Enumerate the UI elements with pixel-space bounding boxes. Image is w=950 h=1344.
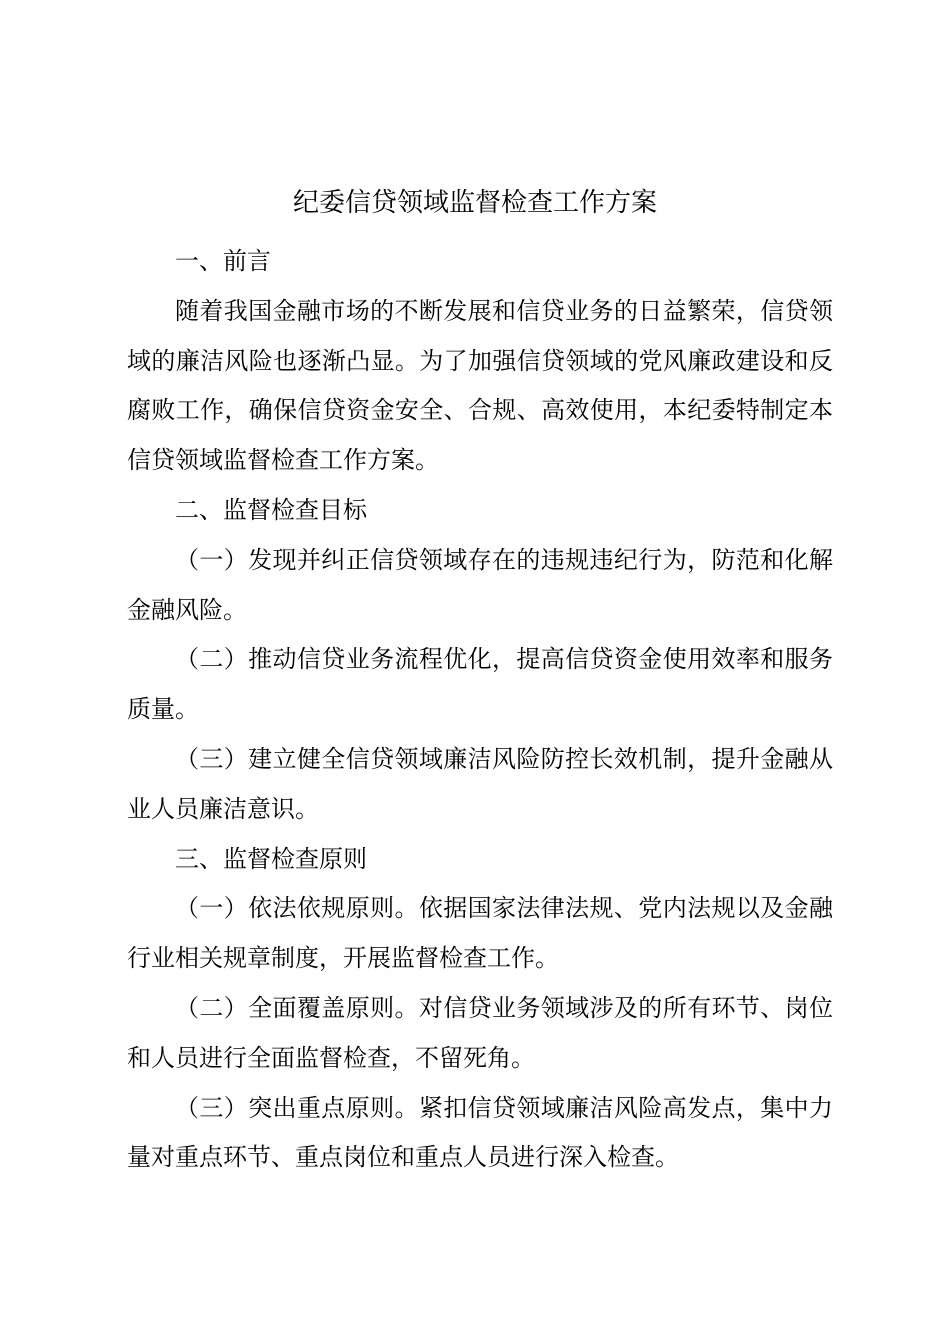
principle-item-2: （二）全面覆盖原则。对信贷业务领域涉及的所有环节、岗位和人员进行全面监督检查，不留死角。 — [127, 993, 833, 1072]
objective-item-1: （一）发现并纠正信贷领域存在的违规违纪行为，防范和化解金融风险。 — [127, 545, 833, 624]
principle-item-3: （三）突出重点原则。紧扣信贷领域廉洁风险高发点，集中力量对重点环节、重点岗位和重点人员进行深入检查。 — [127, 1093, 833, 1172]
section-heading-objectives: 二、监督检查目标 — [175, 495, 367, 524]
section-heading-preface: 一、前言 — [175, 247, 271, 275]
section-heading-principles: 三、监督检查原则 — [175, 844, 367, 873]
principle-item-1: （一）依法依规原则。依据国家法律法规、党内法规以及金融行业相关规章制度，开展监督检查工作。 — [127, 894, 833, 973]
objective-item-3: （三）建立健全信贷领域廉洁风险防控长效机制，提升金融从业人员廉洁意识。 — [127, 744, 833, 823]
document-body — [127, 237, 833, 1183]
objective-item-2: （二）推动信贷业务流程优化，提高信贷资金使用效率和服务质量。 — [127, 645, 833, 724]
preface-paragraph: 随着我国金融市场的不断发展和信贷业务的日益繁荣，信贷领域的廉洁风险也逐渐凸显。为了加强信贷领域的党风廉政建设和反腐败工作，确保信贷资金安全、合规、高效使用，本纪委特制定本信贷领域监督检查工作方案。 — [127, 296, 833, 475]
document-title: 纪委信贷领域监督检查工作方案 — [292, 188, 657, 218]
